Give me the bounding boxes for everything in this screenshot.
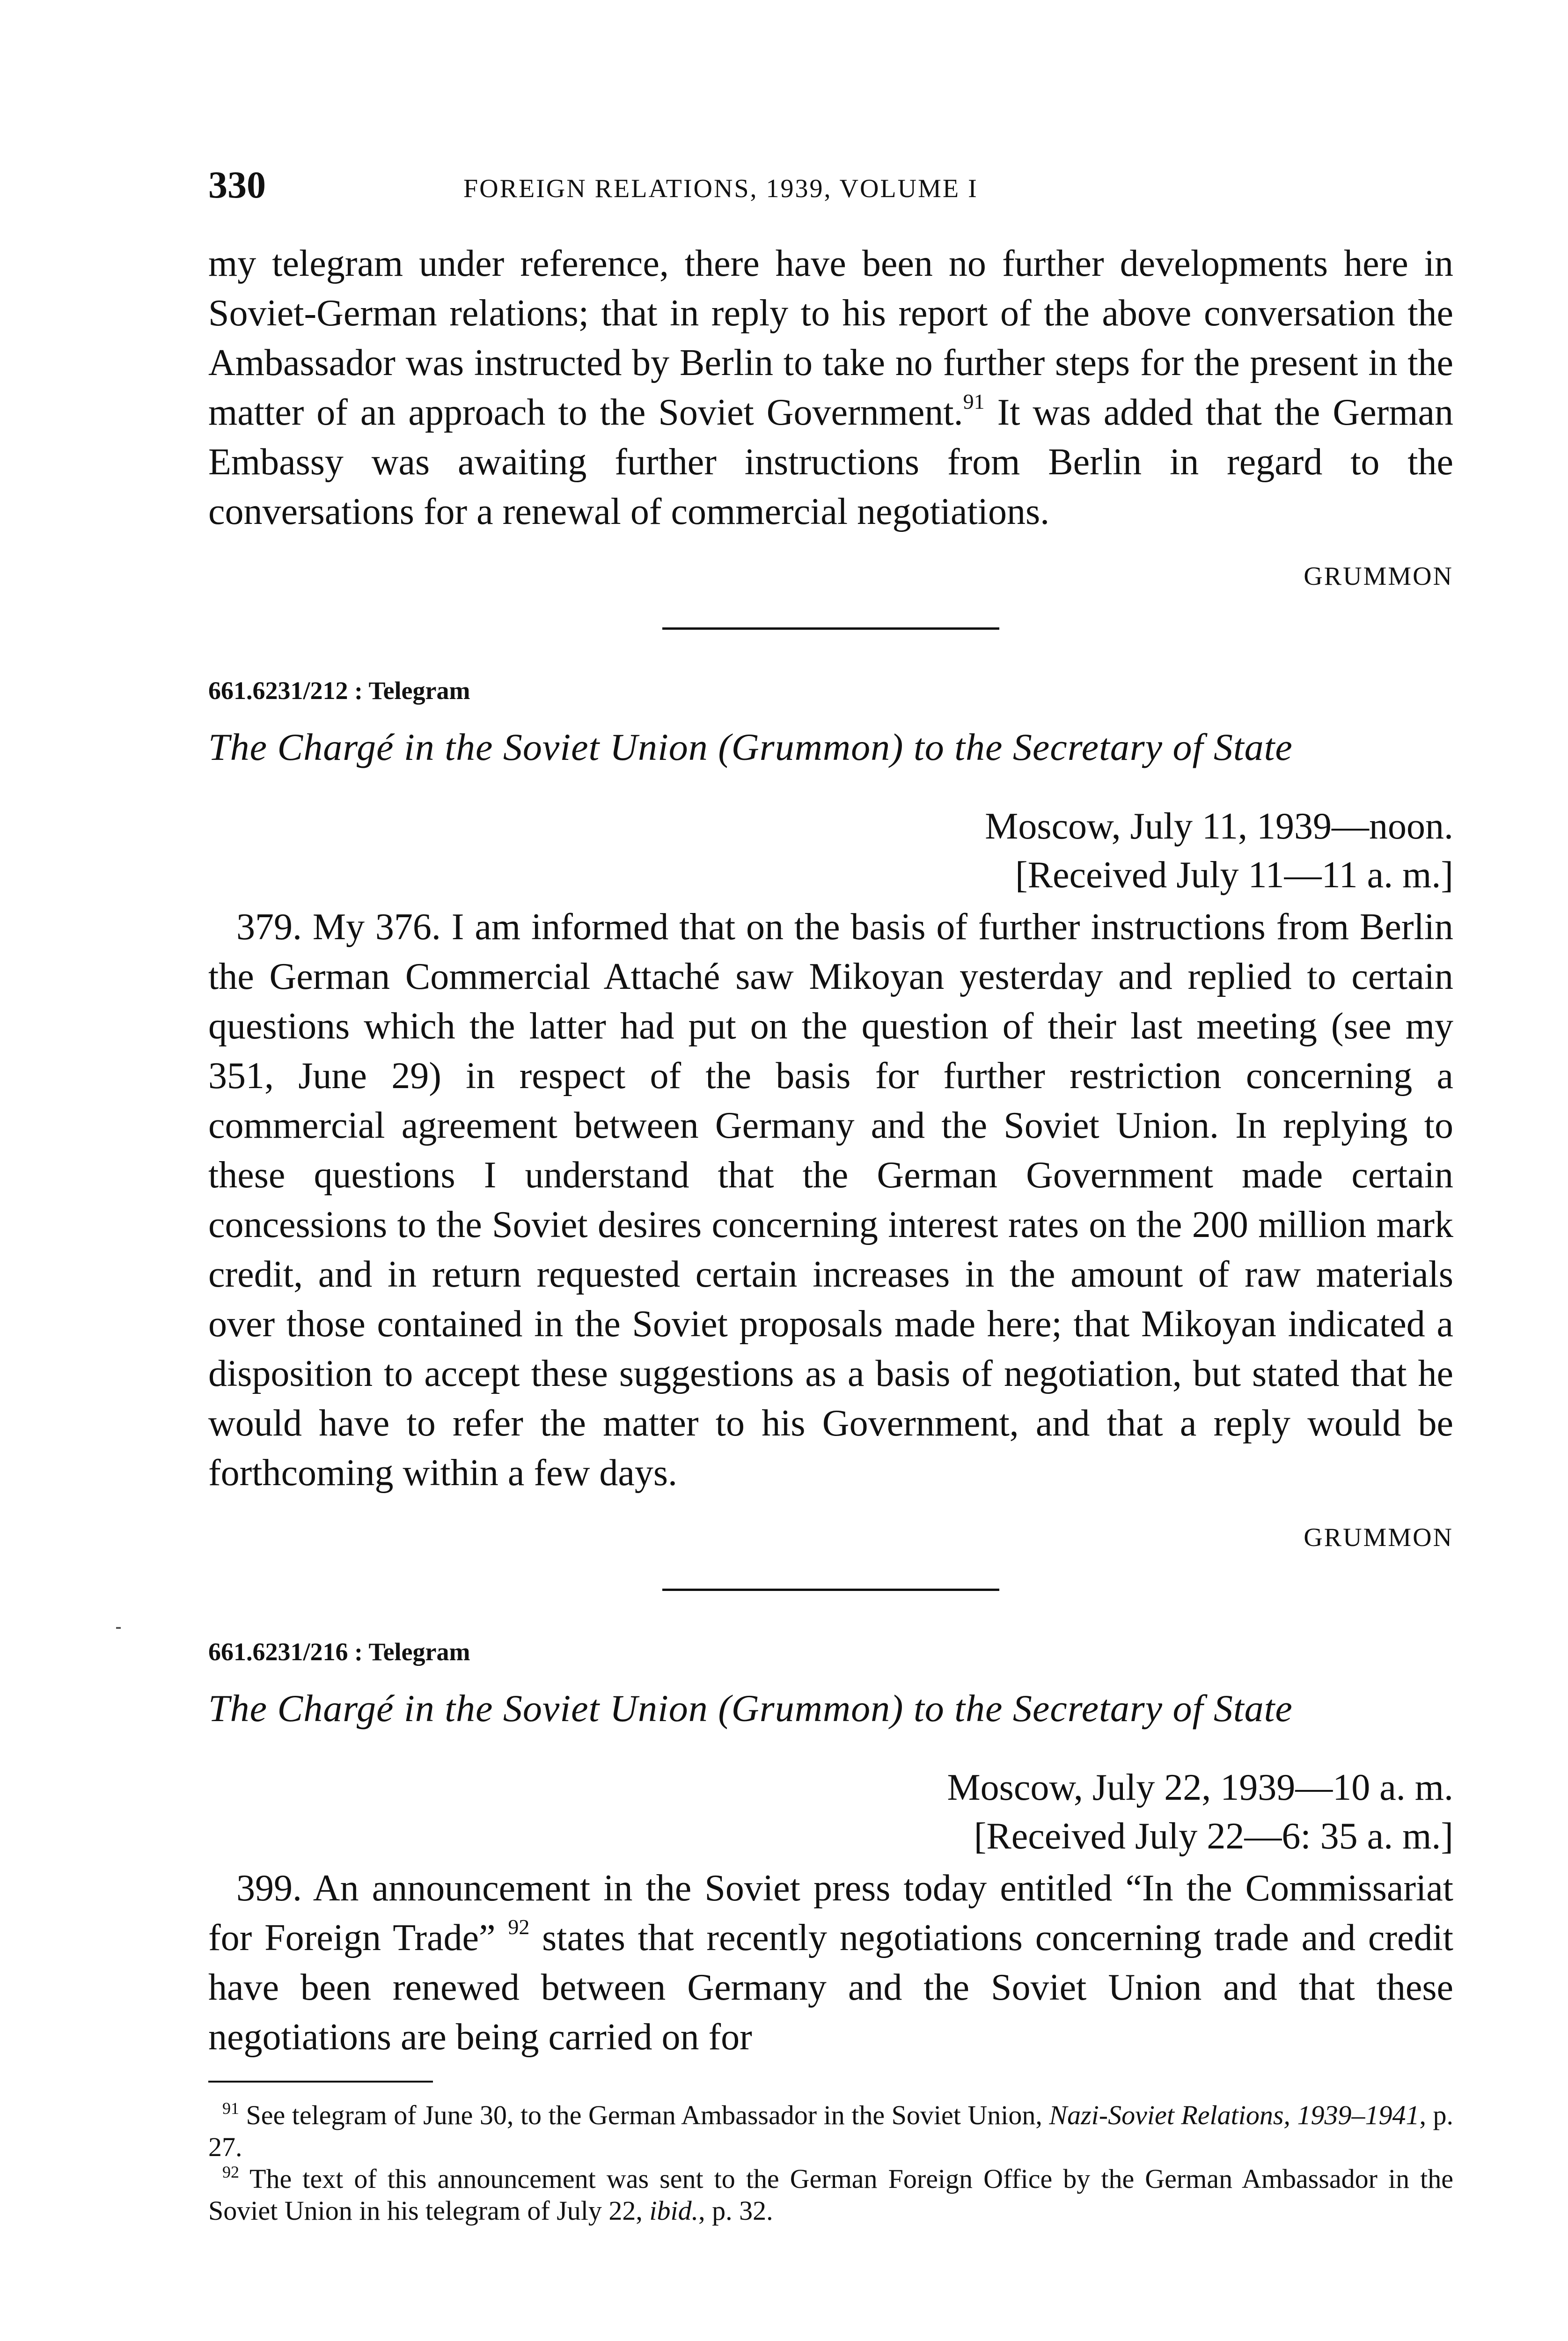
received-line: [Received July 11—11 a. m.]	[1015, 854, 1453, 896]
continuation-paragraph	[208, 239, 1453, 537]
file-reference: 661.6231/212 : Telegram	[208, 677, 470, 705]
footnote-text-before: The text of this announcement was sent to the German Foreign Office by the German Ambassador in the Soviet Union in his telegram of July 22,	[208, 2164, 1454, 2226]
footnote-text-after: , p. 27.	[208, 2100, 1453, 2162]
page-number: 330	[208, 163, 266, 206]
footnote-number: 91	[222, 2099, 239, 2118]
file-reference: 661.6231/216 : Telegram	[208, 1638, 470, 1666]
section-divider	[662, 1589, 999, 1591]
telegram-body	[208, 1863, 1453, 2062]
page-content	[208, 239, 1453, 2227]
footnote-divider	[208, 2081, 433, 2083]
footnote-92	[208, 2163, 1453, 2227]
footnote-text-after: , p. 32.	[698, 2195, 773, 2226]
footnote-text-before: See telegram of June 30, to the German Ambassador in the Soviet Union,	[246, 2100, 1049, 2130]
footnote-number: 92	[222, 2163, 239, 2181]
received-line: [Received July 22—6: 35 a. m.]	[974, 1816, 1453, 1857]
continuation-text-before: my telegram under reference, there have been no further developments here in Soviet-German relations; that in reply to his report of the above conversation the Ambassador was instructed by Berlin to take no further steps for the present in the matter of an approach to the Soviet Government.	[208, 243, 1453, 433]
footnote-91	[208, 2099, 1453, 2163]
telegram-body-after: states that recently negotiations concerning trade and credit have been renewed between Germany and the Soviet Union and that these negotiations are being carried on for	[208, 1917, 1453, 2058]
signature-1: GRUMMON	[1304, 562, 1453, 591]
running-head: FOREIGN RELATIONS, 1939, VOLUME I	[463, 174, 978, 203]
margin-mark	[116, 1627, 121, 1629]
document-title: The Chargé in the Soviet Union (Grummon) to the Secretary of State	[208, 1687, 1293, 1730]
telegram-body-before: 399. An announcement in the Soviet press today entitled “In the Commissariat for Foreign Trade”	[208, 1868, 1453, 1958]
telegram-body: 379. My 376. I am informed that on the basis of further instructions from Berlin the German Commercial Attaché saw Mikoyan yesterday and replied to certain questions which the latter had put on the question of their last meeting (see my 351, June 29) in respect of the basis for further restriction concerning a commercial agreement between Germany and the Soviet Union. In replying to these questions I understand that the German Government made certain concessions to the Soviet desires concerning interest rates on the 200 million mark credit, and in return requested certain increases in the amount of raw materials over those contained in the Soviet proposals made here; that Mikoyan indicated a disposition to accept these suggestions as a basis of negotiation, but stated that he would have to refer the matter to his Government, and that a reply would be forthcoming within a few days.	[208, 906, 1453, 1494]
footnote-ref-91: 91	[963, 390, 985, 413]
dateline: Moscow, July 22, 1939—10 a. m.	[947, 1767, 1453, 1808]
document-title: The Chargé in the Soviet Union (Grummon) to the Secretary of State	[208, 726, 1293, 768]
section-divider	[662, 627, 999, 630]
footnote-italic: ibid.	[649, 2195, 699, 2226]
dateline: Moscow, July 11, 1939—noon.	[985, 806, 1453, 847]
page-header	[208, 162, 1453, 208]
footnote-ref-92: 92	[508, 1915, 530, 1939]
signature-2: GRUMMON	[1304, 1523, 1453, 1552]
footnote-italic: Nazi-Soviet Relations, 1939–1941	[1049, 2100, 1420, 2130]
continuation-text-after: It was added that the German Embassy was awaiting further instructions from Berlin in regard to the conversations for a renewal of commercial negotiations.	[208, 392, 1453, 532]
